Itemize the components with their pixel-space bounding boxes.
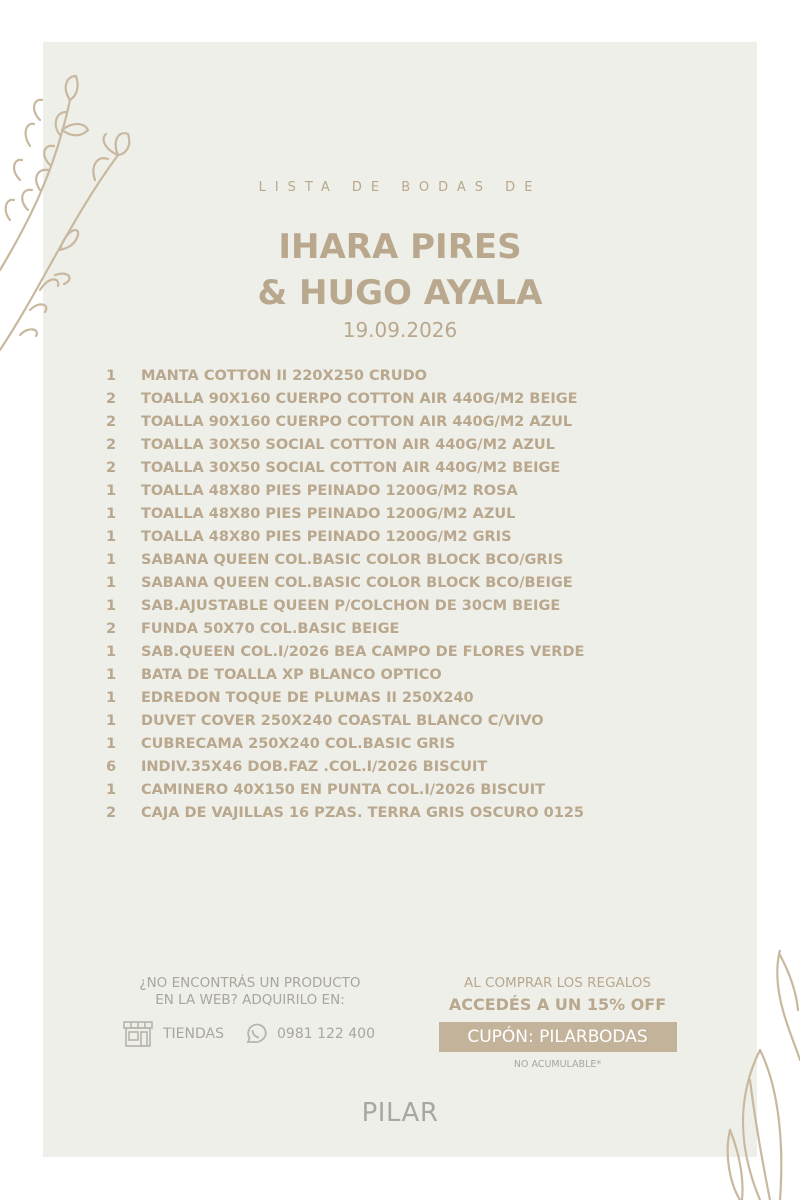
item-quantity: 1 [106, 482, 117, 499]
item-name: TOALLA 48X80 PIES PEINADO 1200G/M2 AZUL [141, 505, 516, 522]
item-quantity: 2 [106, 436, 117, 453]
item-name: INDIV.35X46 DOB.FAZ .COL.I/2026 BISCUIT [141, 758, 488, 775]
list-item [106, 617, 666, 640]
gift-list [106, 364, 666, 824]
item-name: SAB.AJUSTABLE QUEEN P/COLCHON DE 30CM BEIGE [141, 597, 561, 614]
item-quantity: 1 [106, 666, 117, 683]
wedding-date: 19.09.2026 [342, 318, 458, 342]
stores-label: TIENDAS [163, 1026, 224, 1042]
coupon-badge: CUPÓN: PILARBODAS [439, 1022, 677, 1052]
item-name: TOALLA 30X50 SOCIAL COTTON AIR 440G/M2 AZUL [141, 436, 555, 453]
item-name: SABANA QUEEN COL.BASIC COLOR BLOCK BCO/GRIS [141, 551, 564, 568]
store-icon [122, 1020, 154, 1048]
item-quantity: 1 [106, 689, 117, 706]
contact-options [122, 1020, 375, 1048]
list-item [106, 387, 666, 410]
list-item [106, 502, 666, 525]
list-item [106, 594, 666, 617]
item-quantity: 1 [106, 574, 117, 591]
item-name: SABANA QUEEN COL.BASIC COLOR BLOCK BCO/BEIGE [141, 574, 573, 591]
list-item [106, 663, 666, 686]
item-quantity: 2 [106, 459, 117, 476]
not-found-line-2: EN LA WEB? ADQUIRILO EN: [155, 992, 345, 1008]
stores-link[interactable] [122, 1020, 224, 1048]
item-name: FUNDA 50X70 COL.BASIC BEIGE [141, 620, 400, 637]
list-item [106, 709, 666, 732]
item-quantity: 2 [106, 413, 117, 430]
item-name: EDREDON TOQUE DE PLUMAS II 250X240 [141, 689, 474, 706]
item-quantity: 1 [106, 505, 117, 522]
eyebrow-text: LISTA DE BODAS DE [258, 180, 542, 195]
list-item [106, 456, 666, 479]
list-item [106, 548, 666, 571]
list-item [106, 479, 666, 502]
item-name: CAJA DE VAJILLAS 16 PZAS. TERRA GRIS OSCURO 0125 [141, 804, 584, 821]
list-item [106, 433, 666, 456]
couple-name-line-2: & HUGO AYALA [257, 273, 543, 313]
disclaimer-text: NO ACUMULABLE* [513, 1059, 602, 1070]
item-quantity: 6 [106, 758, 117, 775]
couple-names [0, 224, 800, 316]
item-name: MANTA COTTON II 220X250 CRUDO [141, 367, 427, 384]
item-quantity: 1 [106, 781, 117, 798]
item-name: SAB.QUEEN COL.I/2026 BEA CAMPO DE FLORES VERDE [141, 643, 585, 660]
leaf-branch-icon [700, 950, 800, 1200]
list-item [106, 732, 666, 755]
list-item [106, 571, 666, 594]
discount-offer [430, 975, 685, 1070]
brand-logo: PILAR [361, 1098, 439, 1128]
whatsapp-icon [243, 1021, 269, 1047]
item-name: TOALLA 30X50 SOCIAL COTTON AIR 440G/M2 BEIGE [141, 459, 561, 476]
not-found-notice [110, 975, 390, 1009]
list-item [106, 364, 666, 387]
item-quantity: 1 [106, 597, 117, 614]
item-quantity: 2 [106, 804, 117, 821]
item-quantity: 1 [106, 367, 117, 384]
offer-line-1: AL COMPRAR LOS REGALOS [464, 975, 651, 991]
list-item [106, 525, 666, 548]
item-name: DUVET COVER 250X240 COASTAL BLANCO C/VIVO [141, 712, 544, 729]
item-quantity: 1 [106, 712, 117, 729]
couple-name-line-1: IHARA PIRES [278, 227, 522, 267]
list-item [106, 755, 666, 778]
phone-number: 0981 122 400 [277, 1026, 375, 1042]
item-quantity: 1 [106, 735, 117, 752]
list-item [106, 686, 666, 709]
item-name: TOALLA 48X80 PIES PEINADO 1200G/M2 ROSA [141, 482, 518, 499]
offer-line-2: ACCEDÉS A UN 15% OFF [448, 995, 667, 1014]
item-quantity: 1 [106, 528, 117, 545]
whatsapp-link[interactable] [243, 1021, 375, 1047]
item-quantity: 2 [106, 620, 117, 637]
item-quantity: 2 [106, 390, 117, 407]
list-item [106, 410, 666, 433]
list-item [106, 640, 666, 663]
item-name: BATA DE TOALLA XP BLANCO OPTICO [141, 666, 442, 683]
not-found-line-1: ¿NO ENCONTRÁS UN PRODUCTO [139, 975, 361, 991]
list-item [106, 778, 666, 801]
item-name: TOALLA 48X80 PIES PEINADO 1200G/M2 GRIS [141, 528, 512, 545]
item-name: TOALLA 90X160 CUERPO COTTON AIR 440G/M2 AZUL [141, 413, 573, 430]
item-name: CUBRECAMA 250X240 COL.BASIC GRIS [141, 735, 456, 752]
item-name: TOALLA 90X160 CUERPO COTTON AIR 440G/M2 BEIGE [141, 390, 578, 407]
item-name: CAMINERO 40X150 EN PUNTA COL.I/2026 BISCUIT [141, 781, 546, 798]
list-item [106, 801, 666, 824]
item-quantity: 1 [106, 643, 117, 660]
item-quantity: 1 [106, 551, 117, 568]
